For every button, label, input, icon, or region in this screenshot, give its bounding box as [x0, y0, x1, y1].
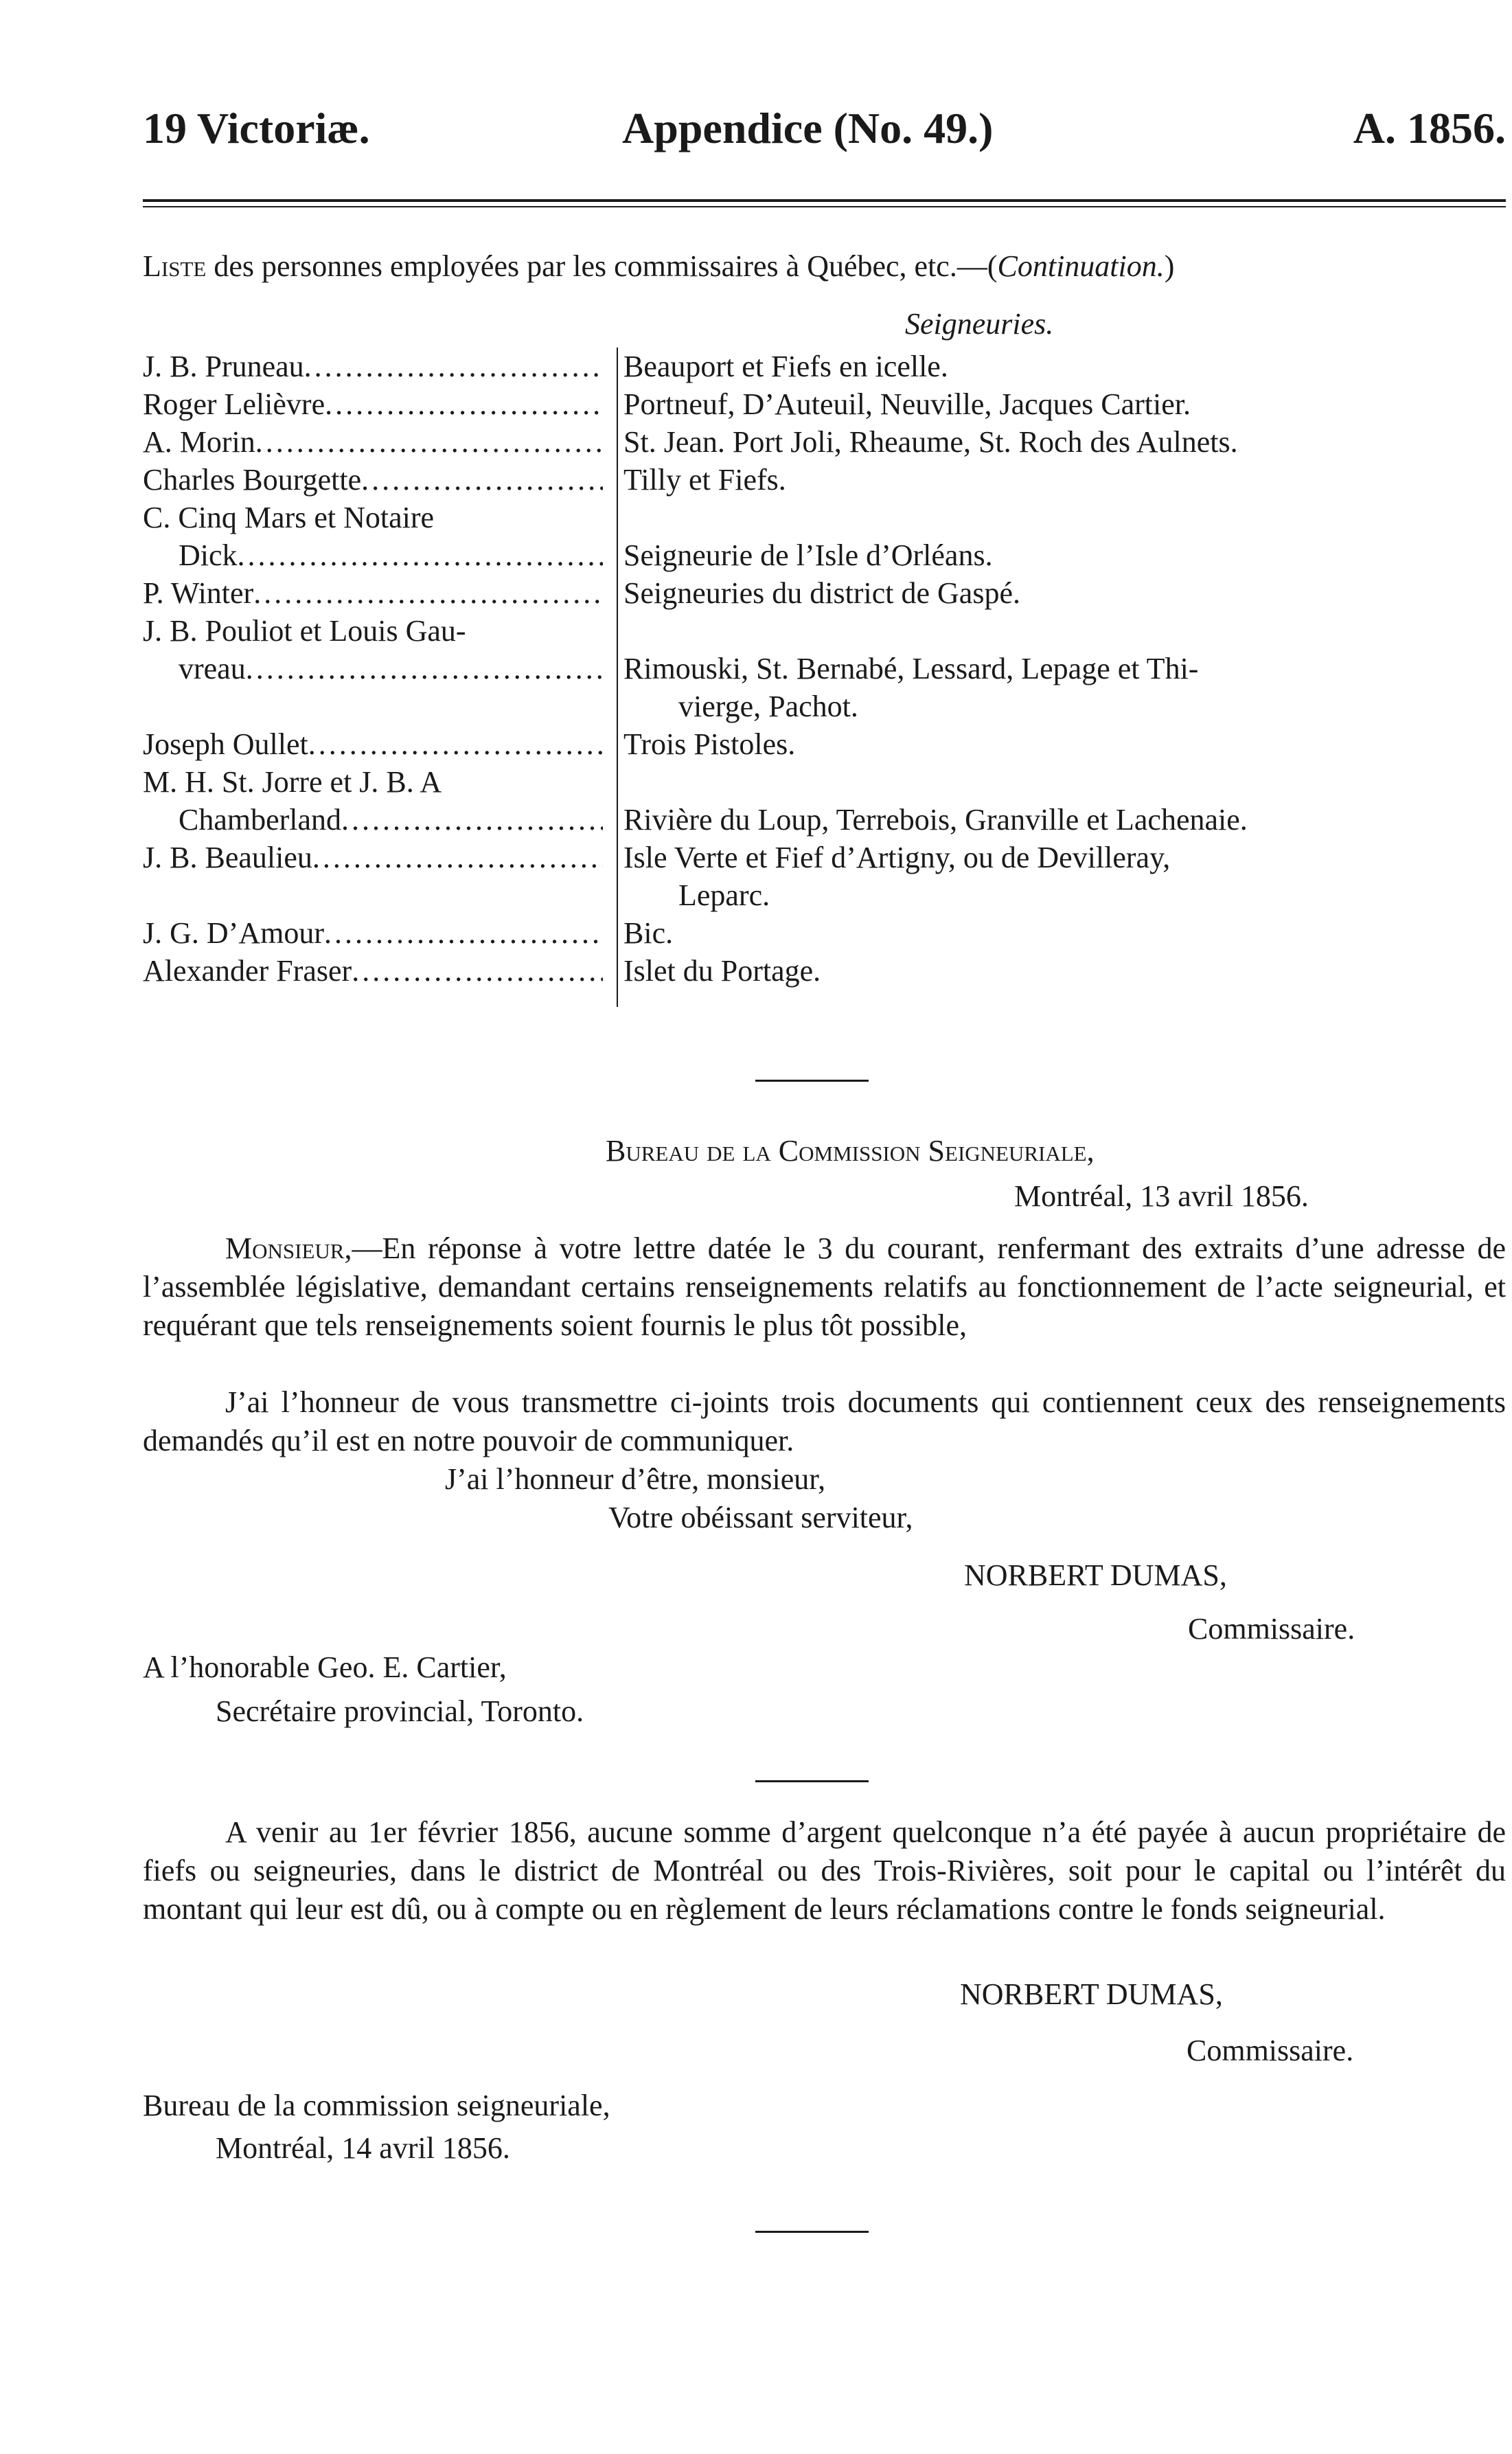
- employee-name: [143, 574, 603, 612]
- employee-name-line: J. B. Pruneau: [143, 350, 304, 383]
- dot-leader: [246, 650, 603, 688]
- employee-name: [143, 385, 603, 423]
- section-divider-2: [755, 1780, 869, 1782]
- letter-office: [606, 1133, 1095, 1168]
- table-rows: [143, 348, 1506, 990]
- employee-name: [143, 612, 603, 725]
- table-row: [143, 423, 1506, 461]
- header-year: A. 1856.: [1353, 104, 1506, 152]
- seigneury-line: Rivière du Loup, Terrebois, Granville et Lachenaie.: [623, 803, 1248, 837]
- employee-name-line: Charles Bourgette: [143, 463, 362, 497]
- employee-name: [143, 914, 603, 952]
- column-divider: [617, 348, 618, 1007]
- certificate-place-1: Bureau de la commission seigneuriale,: [143, 2089, 610, 2122]
- dot-leader: [341, 801, 603, 839]
- employee-name-line: J. B. Pouliot et Louis Gau-: [143, 614, 466, 648]
- employee-name-line: J. G. D’Amour: [143, 916, 324, 950]
- employee-table: [143, 348, 1506, 990]
- certificate-signature: NORBERT DUMAS,: [960, 1977, 1223, 2011]
- seigneury-list: [623, 952, 1496, 990]
- running-header: [143, 103, 1506, 158]
- dot-leader: [324, 914, 603, 952]
- dot-leader: [312, 839, 603, 876]
- letter-paragraph-2: J’ai l’honneur de vous transmettre ci-joints trois documents qui contiennent ceux des renseignements demandés qu’il est en notre pouvoir de communiquer.: [143, 1385, 1506, 1457]
- employee-name: [143, 423, 603, 461]
- table-row: [143, 725, 1506, 763]
- letter-addressee-1: A l’honorable Geo. E. Cartier,: [143, 1650, 507, 1684]
- dot-leader: [255, 423, 603, 461]
- employee-name-line: A. Morin: [143, 425, 255, 459]
- seigneury-list: [623, 725, 1496, 763]
- section-heading: Seigneuries.: [905, 307, 1054, 341]
- section-divider-1: [755, 1080, 869, 1082]
- letter-closing-2: Votre obéissant serviteur,: [608, 1501, 913, 1534]
- dot-leader: [304, 348, 603, 385]
- certificate-signatory-title: Commissaire.: [1187, 2034, 1354, 2067]
- seigneury-line: vierge, Pachot.: [678, 690, 858, 723]
- letter-paragraph-1: [143, 1229, 1506, 1345]
- certificate-paragraph: A venir au 1er février 1856, aucune somme d’argent quelconque n’a été payée à aucun propriétaire de fiefs ou seigneuries, dans le district de Montréal ou des Trois-Rivières, soit pour le capital ou l’intérêt du montant qui leur est dû, ou à compte ou en règlement de leurs réclamations contre le fonds seigneurial.: [143, 1815, 1506, 1926]
- dot-leader: [352, 952, 603, 990]
- seigneury-line: Portneuf, D’Auteuil, Neuville, Jacques Cartier.: [623, 387, 1191, 421]
- employee-name-line: J. B. Beaulieu: [143, 841, 312, 874]
- table-row: [143, 914, 1506, 952]
- seigneury-list: [623, 348, 1496, 385]
- letter-signature: NORBERT DUMAS,: [964, 1558, 1227, 1592]
- seigneury-line: [623, 612, 1496, 650]
- table-row: [143, 574, 1506, 612]
- table-row: [143, 763, 1506, 839]
- employee-name: [143, 348, 603, 385]
- letter-addressee-2: Secrétaire provincial, Toronto.: [216, 1694, 584, 1728]
- employee-name: [143, 952, 603, 990]
- seigneury-list: [623, 763, 1496, 839]
- seigneury-list: [623, 499, 1496, 574]
- letter-closing-1: J’ai l’honneur d’être, monsieur,: [445, 1462, 826, 1496]
- seigneury-line: Leparc.: [678, 878, 770, 912]
- table-row: [143, 385, 1506, 423]
- employee-name: [143, 839, 603, 914]
- list-title-lead: Liste: [143, 249, 207, 283]
- letter-paragraph-1-text: —En réponse à votre lettre datée le 3 du courant, renfermant des extraits d’une adresse de l’assemblée législative, demandant certains renseignements relatifs au fonctionnement de l’acte seigneurial, et requérant que tels renseignements soient fournis le plus tôt possible,: [143, 1231, 1506, 1342]
- seigneury-list: [623, 385, 1496, 423]
- table-row: [143, 839, 1506, 914]
- seigneury-list: [623, 839, 1496, 914]
- employee-name: [143, 763, 603, 839]
- seigneury-line: Tilly et Fiefs.: [623, 463, 786, 497]
- employee-name-line: Alexander Fraser: [143, 954, 352, 988]
- seigneury-line: Beauport et Fiefs en icelle.: [623, 350, 948, 383]
- letter-office-text: Bureau de la Commission Seigneuriale,: [606, 1134, 1095, 1168]
- header-rule-thick: [143, 199, 1506, 202]
- employee-name-line: C. Cinq Mars et Notaire: [143, 501, 435, 534]
- header-session: 19 Victoriæ.: [143, 104, 370, 152]
- seigneury-line: Trois Pistoles.: [623, 727, 796, 761]
- table-row: [143, 499, 1506, 574]
- table-row: [143, 348, 1506, 385]
- header-rule-thin: [143, 206, 1506, 207]
- employee-name: [143, 725, 603, 763]
- employee-name: [143, 461, 603, 499]
- seigneury-line: [623, 763, 1496, 801]
- seigneury-list: [623, 423, 1496, 461]
- employee-name-line: Dick: [179, 538, 238, 572]
- seigneury-list: [623, 914, 1496, 952]
- employee-name: [143, 499, 603, 574]
- seigneury-line: Isle Verte et Fief d’Artigny, ou de Devilleray,: [623, 841, 1171, 874]
- table-row: [143, 952, 1506, 990]
- seigneury-line: St. Jean. Port Joli, Rheaume, St. Roch des Aulnets.: [623, 425, 1238, 459]
- certificate-place-2: Montréal, 14 avril 1856.: [216, 2131, 510, 2165]
- seigneury-line: Seigneuries du district de Gaspé.: [623, 576, 1020, 610]
- table-row: [143, 612, 1506, 725]
- list-title-main: des personnes employées par les commissaires à Québec, etc.—(: [206, 249, 998, 283]
- section-divider-3: [755, 2231, 869, 2233]
- seigneury-line: Bic.: [623, 916, 674, 950]
- dot-leader: [238, 536, 603, 574]
- seigneury-line: Rimouski, St. Bernabé, Lessard, Lepage et Thi-: [623, 652, 1199, 685]
- seigneury-line: Seigneurie de l’Isle d’Orléans.: [623, 538, 993, 572]
- seigneury-line: Islet du Portage.: [623, 954, 821, 988]
- dot-leader: [308, 725, 603, 763]
- letter-dateline: Montréal, 13 avril 1856.: [1014, 1179, 1309, 1213]
- seigneury-list: [623, 461, 1496, 499]
- seigneury-line: [623, 499, 1496, 536]
- employee-name-line: Chamberland: [179, 803, 342, 837]
- dot-leader: [361, 461, 603, 499]
- dot-leader: [325, 385, 603, 423]
- list-title: [143, 249, 1506, 284]
- header-appendix: Appendice (No. 49.): [622, 104, 994, 152]
- employee-name-line: P. Winter: [143, 576, 254, 610]
- letter-salutation: Monsieur,: [225, 1231, 352, 1265]
- seigneury-list: [623, 574, 1496, 612]
- employee-name-line: M. H. St. Jorre et J. B. A: [143, 765, 442, 799]
- employee-name-line: Roger Lelièvre: [143, 387, 325, 421]
- list-title-close: ): [1164, 249, 1175, 283]
- table-row: [143, 461, 1506, 499]
- dot-leader: [253, 574, 603, 612]
- seigneury-list: [623, 612, 1496, 725]
- letter-signatory-title: Commissaire.: [1188, 1612, 1355, 1646]
- list-title-continuation: Continuation.: [997, 249, 1165, 283]
- employee-name-line: Joseph Oullet: [143, 727, 308, 761]
- employee-name-line: vreau: [179, 652, 246, 685]
